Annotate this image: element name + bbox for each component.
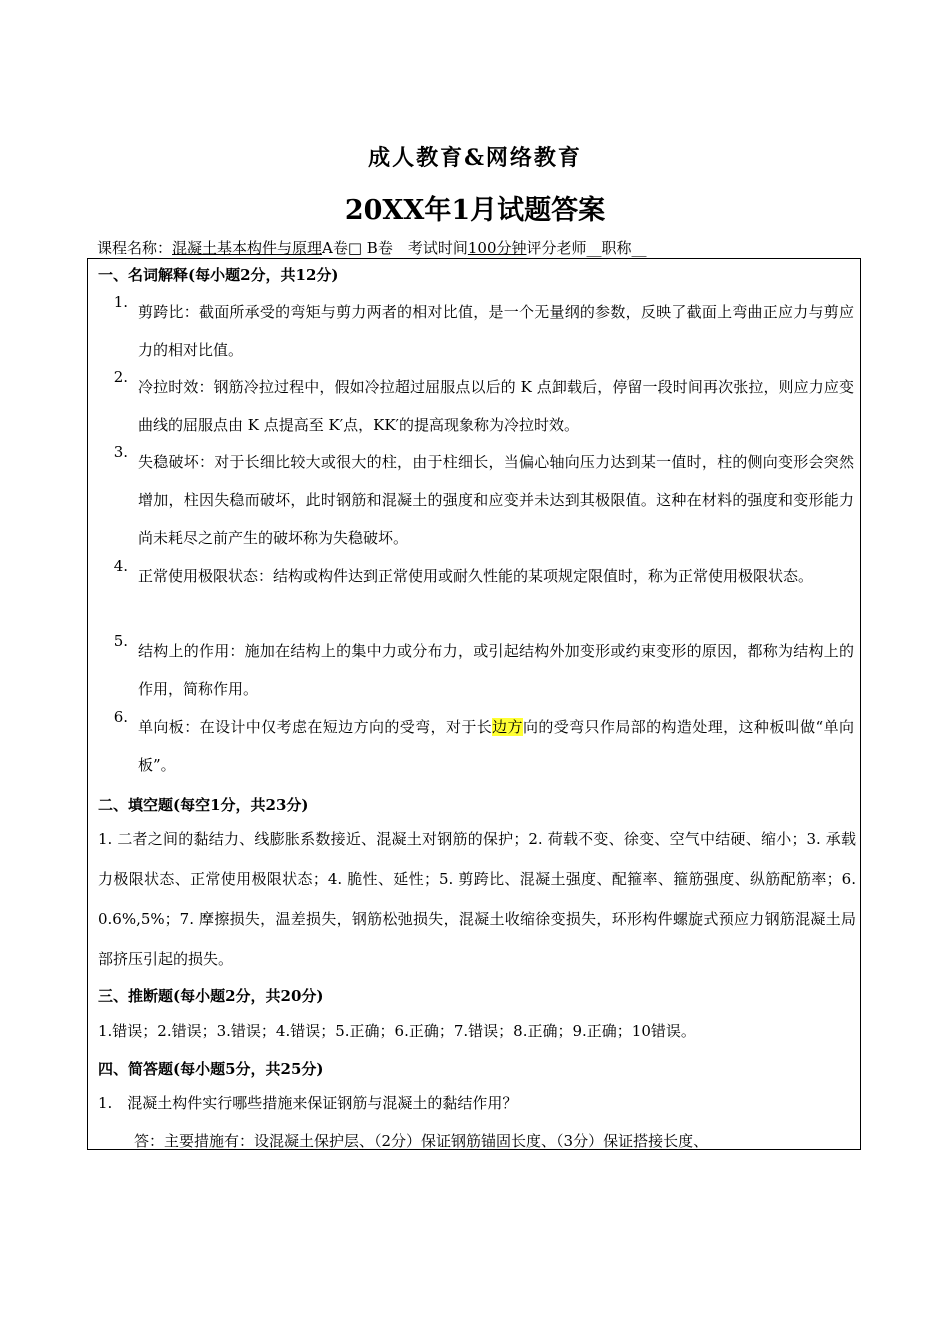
job-title-label: 职称 (601, 239, 632, 257)
fill-in-answers: 1. 二者之间的黏结力、线膨胀系数接近、混凝土对钢筋的保护；2. 荷载不变、徐变、空气中结硬、缩小；3. 承载力极限状态、正常使用极限状态；4. 脆性、延性；5. 剪跨比、混凝土强度、配箍率、箍筋强度、纵筋配筋率；6. 0.6%,5%；7. 摩擦损失，温差损失，钢筋松弛损失，混凝土收缩徐变损失，环形构件螺旋式预应力钢筋混凝土局部挤压引起的损失。 (98, 830, 856, 968)
item-number: 2. (113, 368, 128, 386)
item-number: 5. (113, 632, 128, 650)
exam-time: 100分钟 (467, 239, 527, 257)
section-3-heading: 三、推断题(每小题2分，共20分) (98, 987, 324, 1005)
item-number: 4. (113, 557, 128, 575)
item-number: 1. (113, 293, 128, 311)
course-label: 课程名称： (97, 239, 173, 257)
course-name: 混凝土基本构件与原理 (172, 239, 323, 257)
item-text-part: 向的受弯只作局部的构造处理，这种板叫做“单向板”。 (138, 718, 854, 774)
job-title-blank: __ (631, 239, 647, 257)
course-info-line (97, 237, 647, 258)
paper-type: A卷□ B卷 (322, 239, 393, 257)
item-text: 正常使用极限状态：结构或构件达到正常使用或耐久性能的某项规定限值时，称为正常使用极限状态。 (138, 567, 814, 585)
true-false-answers: 1.错误；2.错误；3.错误；4.错误；5.正确；6.正确；7.错误；8.正确；9.正确；10错误。 (98, 1022, 696, 1040)
item-text: 剪跨比：截面所承受的弯矩与剪力两者的相对比值，是一个无量纲的参数，反映了截面上弯曲正应力与剪应力的相对比值。 (138, 303, 854, 359)
section-1-heading: 一、名词解释(每小题2分，共12分) (98, 266, 339, 284)
item-text: 结构上的作用：施加在结构上的集中力或分布力，或引起结构外加变形或约束变形的原因，都称为结构上的作用，简称作用。 (138, 642, 854, 698)
institution-title: 成人教育&网络教育 (368, 145, 582, 171)
answer-1: 答：主要措施有：设混凝土保护层、（2分）保证钢筋锚固长度、（3分）保证搭接长度、 (134, 1132, 709, 1150)
question-1: 1. 混凝土构件实行哪些措施来保证钢筋与混凝土的黏结作用？ (98, 1094, 518, 1112)
item-text (138, 708, 854, 784)
item-text: 失稳破坏：对于长细比较大或很大的柱，由于柱细长，当偏心轴向压力达到某一值时，柱的侧向变形会突然增加，柱因失稳而破坏，此时钢筋和混凝土的强度和应变并未达到其极限值。这种在材料的强度和变形能力尚未耗尽之前产生的破坏称为失稳破坏。 (138, 453, 854, 547)
item-number: 3. (113, 443, 128, 461)
item-number: 6. (113, 708, 128, 726)
item-text-part: 单向板：在设计中仅考虑在短边方向的受弯，对于长 (138, 718, 493, 736)
section-2-heading: 二、填空题(每空1分，共23分) (98, 796, 309, 814)
answer-box (87, 258, 861, 1150)
grader-blank: __ (586, 239, 602, 257)
grader-label: 评分老师 (526, 239, 587, 257)
item-text: 冷拉时效：钢筋冷拉过程中，假如冷拉超过屈服点以后的 K 点卸载后，停留一段时间再次张拉，则应力应变曲线的屈服点由 K 点提高至 K′点，KK′的提高现象称为冷拉时效。 (138, 378, 854, 434)
exam-title: 20XX年1月试题答案 (344, 195, 606, 226)
section-4-heading: 四、简答题(每小题5分，共25分) (98, 1060, 324, 1078)
exam-time-label: 考试时间 (407, 239, 468, 257)
highlighted-text: 边方 (492, 718, 523, 736)
